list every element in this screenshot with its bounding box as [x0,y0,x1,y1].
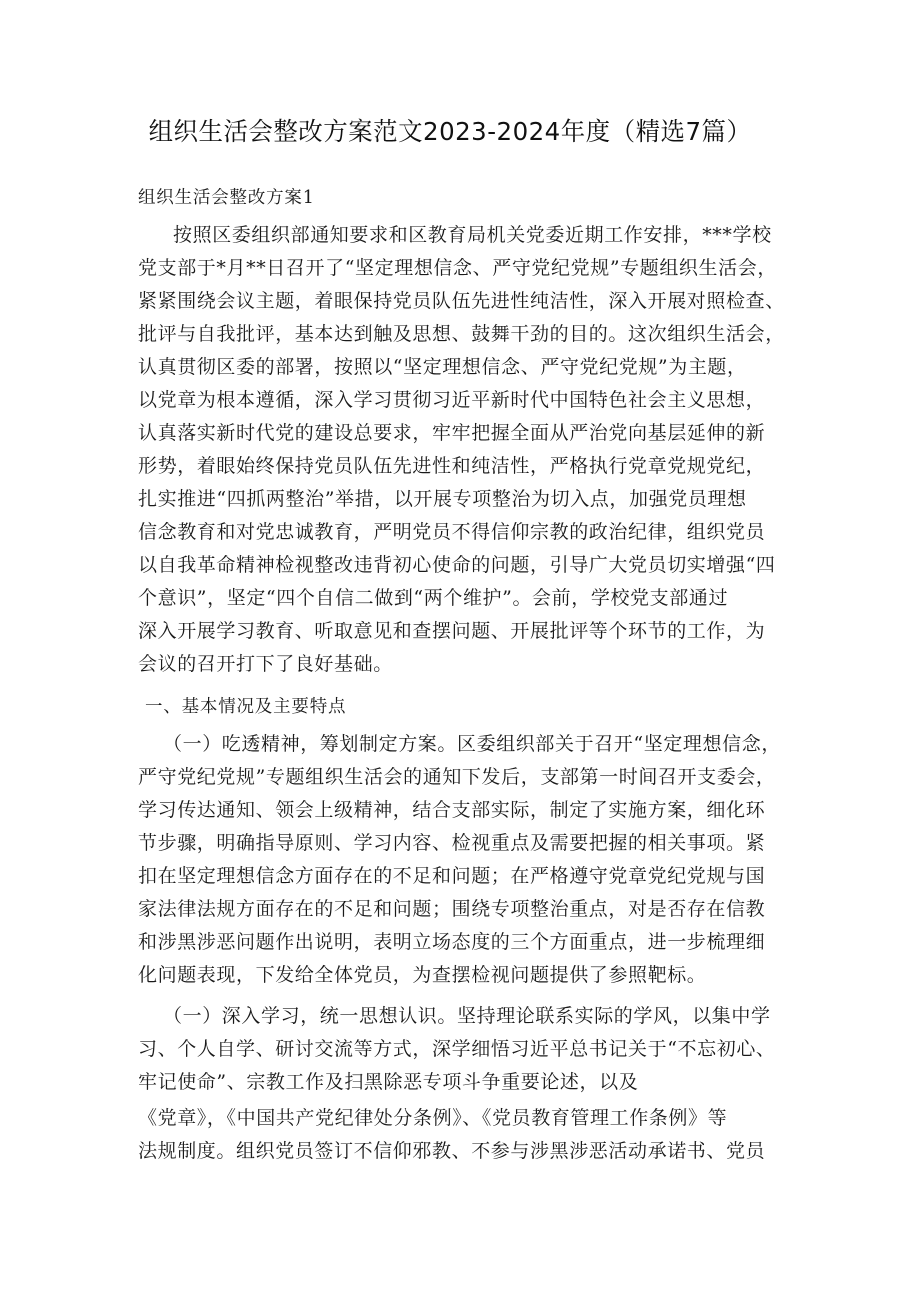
text-line: 严守党纪党规”专题组织生活会的通知下发后，支部第一时间召开支委会， [138,766,776,788]
text-line: 家法律法规方面存在的不足和问题；围绕专项整治重点，对是否存在信教 [138,898,766,920]
text-line: 紧紧围绕会议主题，着眼保持党员队伍先进性纯洁性，深入开展对照检查、 [138,290,785,312]
text-line: （一）深入学习，统一思想认识。坚持理论联系实际的学风，以集中学 [163,1005,771,1027]
text-line: 习、个人自学、研讨交流等方式，深学细悟习近平总书记关于“不忘初心、 [138,1038,776,1060]
text-line: 学习传达通知、领会上级精神，结合支部实际，制定了实施方案，细化环 [138,799,766,821]
text-line: 批评与自我批评，基本达到触及思想、鼓舞干劲的目的。这次组织生活会， [138,323,785,345]
text-line: 认真贯彻区委的部署，按照以“坚定理想信念、严守党纪党规”为主题， [138,356,747,378]
text-line: 和涉黑涉恶问题作出说明，表明立场态度的三个方面重点，进一步梳理细 [138,931,766,953]
part-heading: 一、基本情况及主要特点 [145,697,347,717]
text-line: 《党章》，《中国共产党纪律处分条例》、《党员教育管理工作条例》等 [138,1107,728,1129]
text-line: 扣在坚定理想信念方面存在的不足和问题；在严格遵守党章党纪党规与国 [138,865,766,887]
text-line: 深入开展学习教育、听取意见和查摆问题、开展批评等个环节的工作，为 [138,620,766,642]
text-line: （一）吃透精神，筹划制定方案。区委组织部关于召开“坚定理想信念， [163,733,781,755]
text-line: 信念教育和对党忠诚教育，严明党员不得信仰宗教的政治纪律，组织党员 [138,521,766,543]
text-line: 形势，着眼始终保持党员队伍先进性和纯洁性，严格执行党章党规党纪， [138,455,766,477]
text-line: 会议的召开打下了良好基础。 [138,653,393,675]
text-line: 个意识”，坚定“四个自信二做到“两个维护”。会前，学校党支部通过 [138,587,729,609]
text-line: 牢记使命”、宗教工作及扫黑除恶专项斗争重要论述，以及 [138,1071,639,1093]
text-line: 扎实推进“四抓两整治”举措，以开展专项整治为切入点，加强党员理想 [138,488,747,510]
text-line: 节步骤，明确指导原则、学习内容、检视重点及需要把握的相关事项。紧 [138,832,766,854]
text-line: 化问题表现，下发给全体党员，为查摆检视问题提供了参照靶标。 [138,964,707,986]
text-line: 以自我革命精神检视整改违背初心使命的问题，引导广大党员切实增强“四 [138,554,776,576]
document-title: 组织生活会整改方案范文2023-2024年度（精选7篇） [148,117,752,146]
text-line: 按照区委组织部通知要求和区教育局机关党委近期工作安排，***学校 [173,224,772,246]
text-line: 党支部于*月**日召开了“坚定理想信念、严守党纪党规”专题组织生活会， [138,257,777,279]
text-line: 以党章为根本遵循，深入学习贯彻习近平新时代中国特色社会主义思想， [138,389,766,411]
text-line: 法规制度。组织党员签订不信仰邪教、不参与涉黑涉恶活动承诺书、党员 [138,1140,766,1162]
text-line: 认真落实新时代党的建设总要求，牢牢把握全面从严治党向基层延伸的新 [138,422,766,444]
section-title: 组织生活会整改方案1 [138,188,315,208]
